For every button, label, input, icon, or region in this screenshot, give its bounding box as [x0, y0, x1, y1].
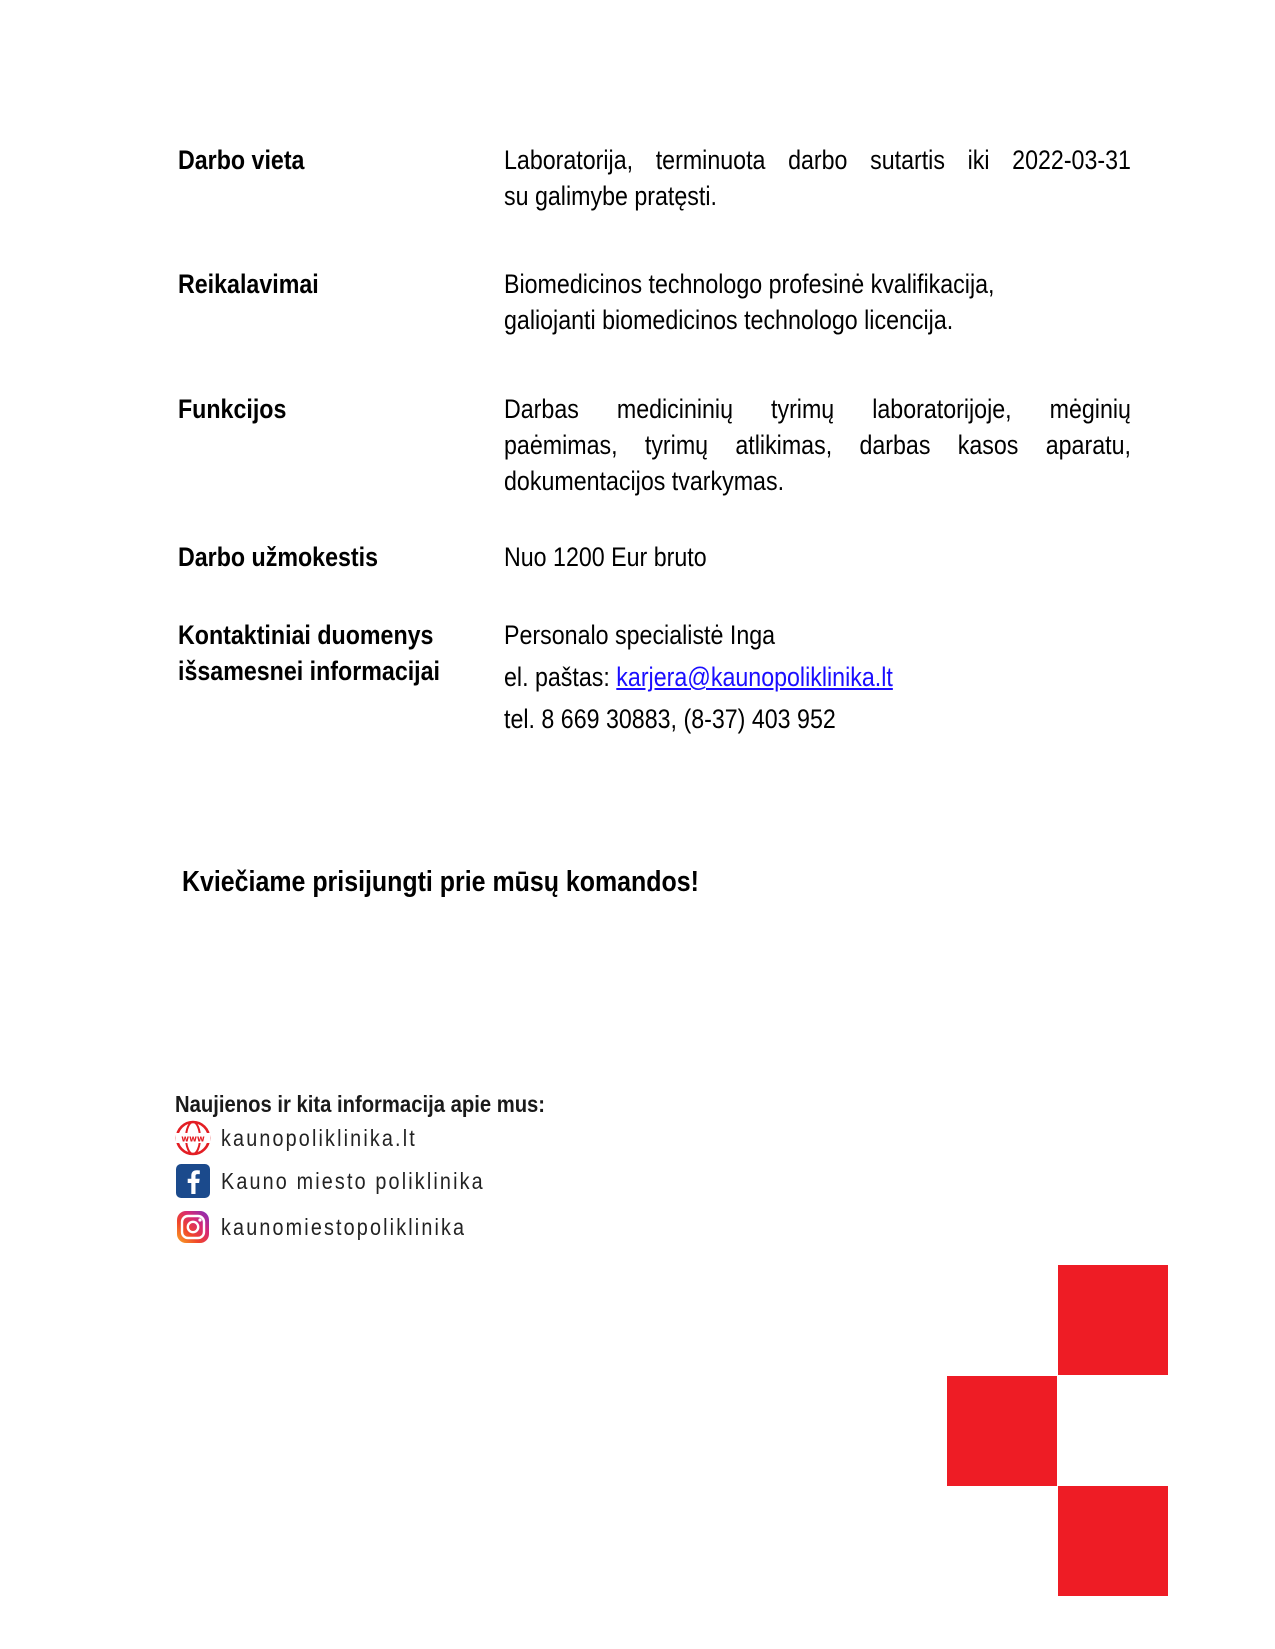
value-line: Darbas medicininių tyrimų laboratorijoje, mėginių [504, 394, 1131, 424]
contact-person: Personalo specialistė Inga [504, 620, 776, 650]
svg-text:www: www [181, 1134, 205, 1145]
value-line: Nuo 1200 Eur bruto [504, 542, 707, 572]
contact-label-line: išsamesnei informacijai [178, 656, 441, 686]
contact-label [178, 617, 453, 689]
contact-value [504, 614, 1131, 740]
email-prefix: el. paštas: [504, 662, 617, 692]
row-value [504, 142, 1131, 214]
social-item-facebook[interactable] [175, 1162, 528, 1200]
social-item-website[interactable] [175, 1119, 449, 1157]
decor-square-middle [947, 1376, 1057, 1486]
value-line: dokumentacijos tvarkymas. [504, 466, 785, 496]
row-label: Darbo užmokestis [178, 542, 379, 572]
social-title: Naujienos ir kita informacija apie mus: [175, 1091, 546, 1117]
social-item-text: kaunomiestopoliklinika [221, 1213, 467, 1240]
social-item-text: Kauno miesto poliklinika [221, 1167, 485, 1194]
decor-square-top [1058, 1265, 1168, 1375]
web-globe-icon [175, 1120, 211, 1156]
contact-email-line [504, 656, 1043, 698]
invitation-heading: Kviečiame prisijungti prie mūsų komandos! [182, 866, 699, 898]
row-label: Darbo vieta [178, 145, 305, 175]
contact-label-line: Kontaktiniai duomenys [178, 620, 434, 650]
social-item-instagram[interactable] [175, 1208, 506, 1246]
value-line: Laboratorija, terminuota darbo sutartis iki 2022-03-31 [504, 145, 1131, 175]
row-value [504, 391, 1131, 499]
social-item-text: kaunopoliklinika.lt [221, 1124, 417, 1151]
facebook-icon [175, 1163, 211, 1199]
email-link[interactable]: karjera@kaunopoliklinika.lt [616, 662, 893, 692]
instagram-icon [175, 1209, 211, 1245]
decor-square-bottom [1058, 1486, 1168, 1596]
value-line: su galimybe pratęsti. [504, 181, 717, 211]
value-line: paėmimas, tyrimų atlikimas, darbas kasos aparatu, [504, 430, 1131, 460]
contact-phone: tel. 8 669 30883, (8-37) 403 952 [504, 704, 836, 734]
row-label: Funkcijos [178, 394, 287, 424]
value-line: galiojanti biomedicinos technologo licencija. [504, 305, 954, 335]
row-label: Reikalavimai [178, 269, 319, 299]
row-value [504, 266, 1131, 338]
row-value [504, 539, 1131, 575]
value-line: Biomedicinos technologo profesinė kvalifikacija, [504, 269, 995, 299]
